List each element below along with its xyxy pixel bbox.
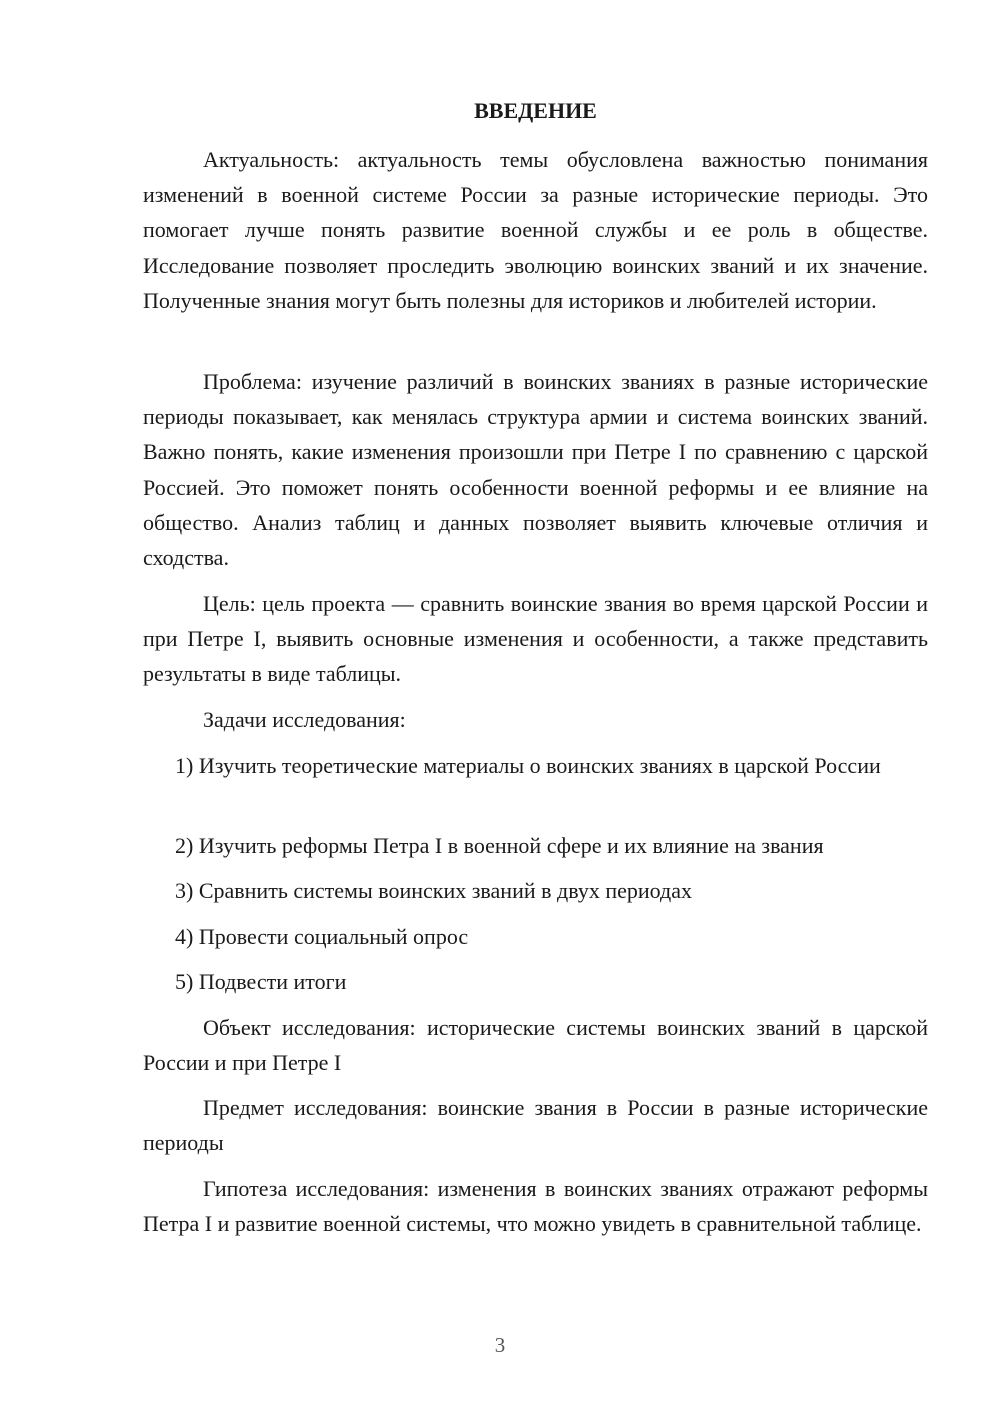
- goal-paragraph: Цель: цель проекта — сравнить воинские звания во время царской России и при Петре I, выявить основные изменения и особенности, а также представить результаты в виде таблицы.: [143, 591, 928, 687]
- problem-paragraph: Проблема: изучение различий в воинских званиях в разные исторические периоды показывает, как менялась структура армии и система воинских званий. Важно понять, какие изменения произошли при Петре I по сравнению с царской Россией. Это поможет понять особенности военной реформы и ее влияние на общество. Анализ таблиц и данных позволяет выявить ключевые отличия и сходства.: [143, 369, 928, 571]
- relevance-paragraph: Актуальность: актуальность темы обусловлена важностью понимания изменений в военной системе России за разные исторические периоды. Это помогает лучше понять развитие военной службы и ее роль в обществе. Исследование позволяет проследить эволюцию воинских званий и их значение. Полученные знания могут быть полезны для историков и любителей истории.: [143, 147, 928, 313]
- task-item-3: 3) Сравнить системы воинских званий в двух периодах: [175, 878, 692, 903]
- object-paragraph: Объект исследования: исторические системы воинских званий в царской России и при Петре I: [143, 1015, 928, 1076]
- page-number: 3: [494, 1333, 506, 1357]
- hypothesis-paragraph: Гипотеза исследования: изменения в воинских званиях отражают реформы Петра I и развитие военной системы, что можно увидеть в сравнительной таблице.: [143, 1176, 928, 1237]
- subject-paragraph: Предмет исследования: воинские звания в России в разные исторические периоды: [143, 1095, 928, 1156]
- task-item-2: 2) Изучить реформы Петра I в военной сфере и их влияние на звания: [175, 833, 824, 858]
- task-item-1: 1) Изучить теоретические материалы о воинских званиях в царской России: [175, 753, 881, 778]
- tasks-heading: Задачи исследования:: [203, 707, 406, 732]
- task-item-5: 5) Подвести итоги: [175, 969, 347, 994]
- page-title: ВВЕДЕНИЕ: [474, 98, 597, 123]
- task-item-4: 4) Провести социальный опрос: [175, 924, 469, 949]
